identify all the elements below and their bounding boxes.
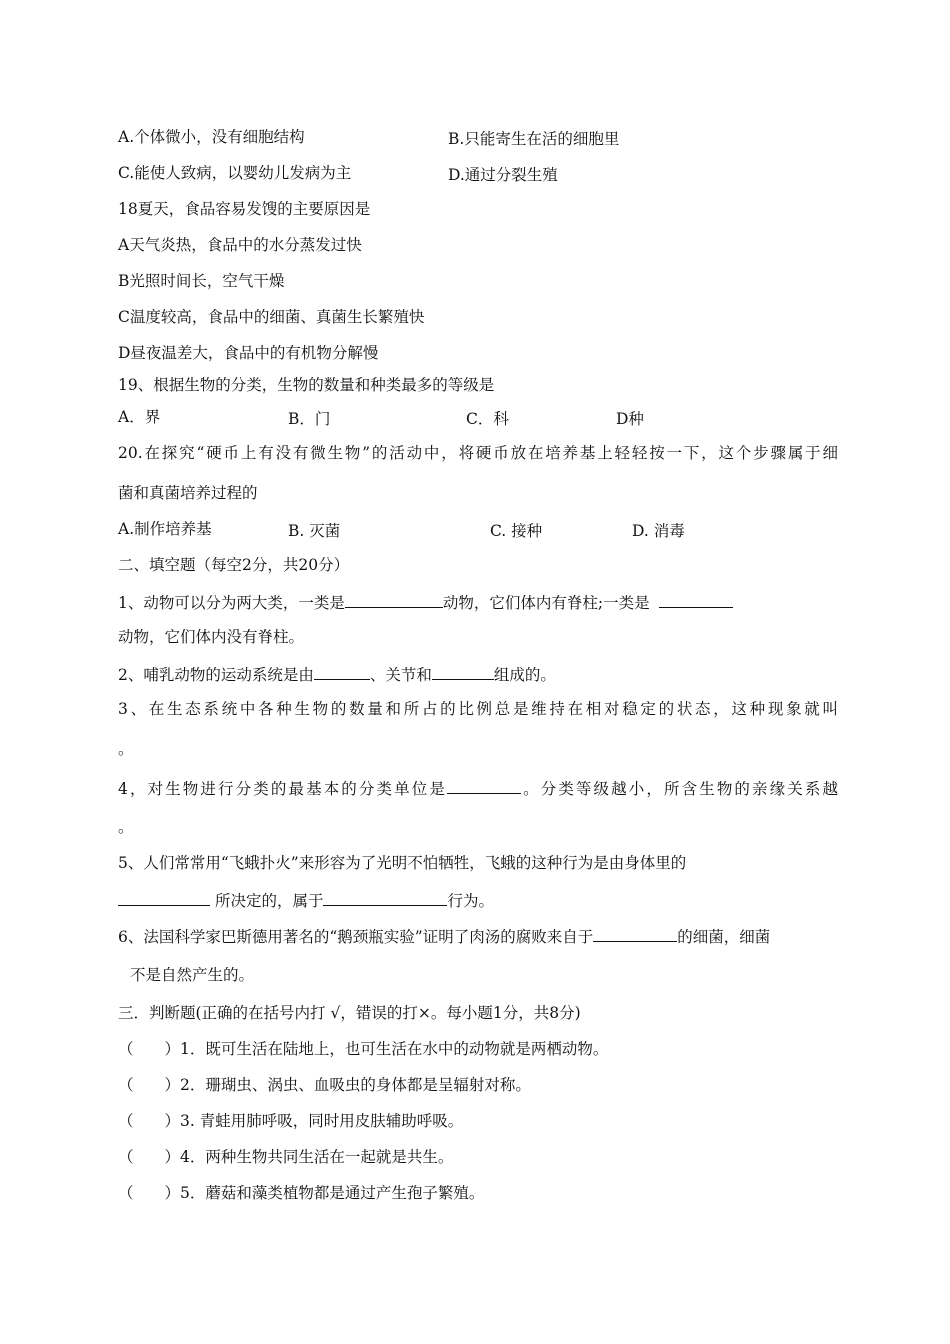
- fill-q5-line2: [118, 889, 494, 911]
- fill-q4-line2: 。: [118, 818, 134, 836]
- q18-option-d: D昼夜温差大，食品中的有机物分解慢: [118, 344, 379, 362]
- fill-q2-blank2[interactable]: [432, 663, 494, 680]
- fill-q2-text1: 2、哺乳动物的运动系统是由: [118, 666, 314, 684]
- fill-q5-line1: 5、人们常常用“飞蛾扑火”来形容为了光明不怕牺牲，飞蛾的这种行为是由身体里的: [118, 854, 687, 872]
- q18-option-a: A天气炎热，食品中的水分蒸发过快: [118, 236, 362, 254]
- section2-heading: 二、填空题（每空2分，共20分）: [118, 556, 350, 574]
- q20-option-a: A.制作培养基: [118, 520, 212, 538]
- q20-option-d: D. 消毒: [632, 522, 685, 540]
- fill-q6-blank1[interactable]: [593, 925, 677, 942]
- q18-stem: 18夏天，食品容易发馊的主要原因是: [118, 200, 371, 218]
- fill-q1-line1: [118, 591, 733, 613]
- q18-option-c: C温度较高，食品中的细菌、真菌生长繁殖快: [118, 308, 425, 326]
- q19-option-c: C．科: [466, 410, 509, 428]
- q20-stem-line2: 菌和真菌培养过程的: [118, 484, 258, 502]
- judge-item-2: （ ）2．珊瑚虫、涡虫、血吸虫的身体都是呈辐射对称。: [118, 1076, 531, 1094]
- q19-option-d: D种: [616, 410, 644, 428]
- fill-q6-text1: 6、法国科学家巴斯德用著名的“鹅颈瓶实验”证明了肉汤的腐败来自于: [118, 928, 594, 946]
- fill-q4-text2: 。分类等级越小，所含生物的亲缘关系越: [520, 780, 838, 798]
- fill-q1-text1: 1、动物可以分为两大类，一类是: [118, 594, 345, 612]
- fill-q5-text2: 所决定的，属于: [214, 892, 324, 910]
- fill-q4-blank1[interactable]: [447, 777, 521, 794]
- q17-option-a: A.个体微小，没有细胞结构: [118, 128, 305, 146]
- q17-option-d: D.通过分裂生殖: [448, 166, 558, 184]
- fill-q1-text2: 动物，它们体内有脊柱;一类是: [442, 594, 650, 612]
- fill-q6-text2: 的细菌，细菌: [677, 928, 771, 946]
- fill-q2-text2: 、关节和: [369, 666, 432, 684]
- fill-q3-line2: 。: [118, 740, 134, 758]
- q19-stem: 19、根据生物的分类，生物的数量和种类最多的等级是: [118, 376, 495, 394]
- fill-q1-blank2[interactable]: [659, 591, 733, 608]
- fill-q4-text1: 4，对生物进行分类的最基本的分类单位是: [118, 780, 447, 798]
- q17-option-b: B.只能寄生在活的细胞里: [448, 130, 620, 148]
- q20-stem-line1: 20.在探究“硬币上有没有微生物”的活动中，将硬币放在培养基上轻轻按一下，这个步骤属于细: [118, 444, 838, 462]
- q19-option-b: B．门: [288, 410, 331, 428]
- judge-item-3: （ ）3. 青蛙用肺呼吸，同时用皮肤辅助呼吸。: [118, 1112, 464, 1130]
- q18-option-b: B光照时间长，空气干燥: [118, 272, 285, 290]
- q17-option-c: C.能使人致病，以婴幼儿发病为主: [118, 164, 352, 182]
- q20-option-c: C. 接种: [490, 522, 543, 540]
- judge-item-1: （ ）1．既可生活在陆地上，也可生活在水中的动物就是两栖动物。: [118, 1040, 609, 1058]
- q20-option-b: B. 灭菌: [288, 522, 341, 540]
- judge-item-5: （ ）5．蘑菇和藻类植物都是通过产生孢子繁殖。: [118, 1184, 485, 1202]
- q19-option-a: A．界: [118, 408, 161, 426]
- fill-q5-blank2[interactable]: [323, 889, 447, 906]
- fill-q2-blank1[interactable]: [314, 663, 370, 680]
- judge-item-4: （ ）4．两种生物共同生活在一起就是共生。: [118, 1148, 454, 1166]
- fill-q2-text3: 组成的。: [493, 666, 556, 684]
- fill-q3-line1: 3、在生态系统中各种生物的数量和所占的比例总是维持在相对稳定的状态，这种现象就叫: [118, 700, 838, 718]
- section3-heading: 三．判断题(正确的在括号内打 √，错误的打×。每小题1分，共8分): [118, 1004, 581, 1022]
- fill-q5-blank1[interactable]: [118, 889, 210, 906]
- fill-q4-line1: [118, 777, 838, 799]
- fill-q6-line1: [118, 925, 770, 947]
- fill-q1-blank1[interactable]: [345, 591, 443, 608]
- fill-q2: [118, 663, 556, 685]
- fill-q5-text3: 行为。: [447, 892, 494, 910]
- fill-q6-line2: 不是自然产生的。: [130, 966, 255, 984]
- fill-q1-line2: 动物，它们体内没有脊柱。: [118, 628, 305, 646]
